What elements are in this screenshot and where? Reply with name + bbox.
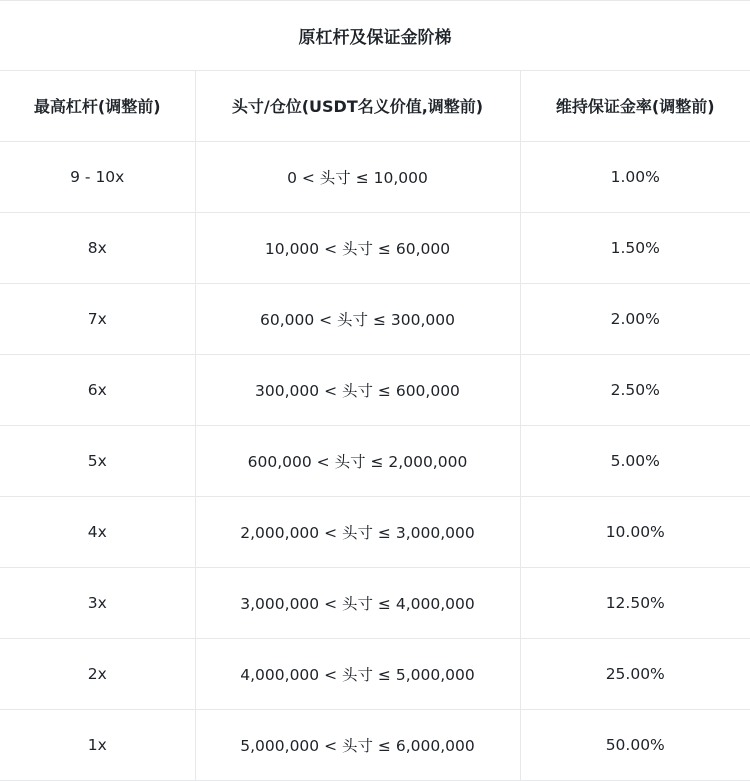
cell-max-leverage: 4x [0,496,195,567]
cell-maintenance-margin-rate: 5.00% [520,425,750,496]
cell-max-leverage: 9 - 10x [0,141,195,212]
table-row [0,638,750,709]
cell-maintenance-margin-rate: 25.00% [520,638,750,709]
cell-position-range: 0 < 头寸 ≤ 10,000 [195,141,520,212]
column-header-maintenance-margin-rate: 维持保证金率(调整前) [520,70,750,141]
table-row [0,496,750,567]
table-row [0,212,750,283]
table-title-row [0,1,750,70]
table-title: 原杠杆及保证金阶梯 [0,1,750,70]
cell-maintenance-margin-rate: 10.00% [520,496,750,567]
table-row [0,425,750,496]
cell-position-range: 3,000,000 < 头寸 ≤ 4,000,000 [195,567,520,638]
cell-max-leverage: 1x [0,709,195,780]
cell-position-range: 5,000,000 < 头寸 ≤ 6,000,000 [195,709,520,780]
column-header-position-notional: 头寸/仓位(USDT名义价值,调整前) [195,70,520,141]
cell-max-leverage: 3x [0,567,195,638]
cell-maintenance-margin-rate: 2.50% [520,354,750,425]
cell-maintenance-margin-rate: 1.00% [520,141,750,212]
cell-max-leverage: 5x [0,425,195,496]
cell-position-range: 10,000 < 头寸 ≤ 60,000 [195,212,520,283]
cell-maintenance-margin-rate: 12.50% [520,567,750,638]
column-header-max-leverage: 最高杠杆(调整前) [0,70,195,141]
leverage-margin-table [0,1,750,781]
table-row [0,141,750,212]
cell-position-range: 4,000,000 < 头寸 ≤ 5,000,000 [195,638,520,709]
table-row [0,354,750,425]
cell-position-range: 60,000 < 头寸 ≤ 300,000 [195,283,520,354]
table-row [0,709,750,780]
cell-max-leverage: 8x [0,212,195,283]
table-header-row [0,70,750,141]
cell-maintenance-margin-rate: 50.00% [520,709,750,780]
cell-max-leverage: 7x [0,283,195,354]
cell-max-leverage: 6x [0,354,195,425]
cell-position-range: 600,000 < 头寸 ≤ 2,000,000 [195,425,520,496]
cell-maintenance-margin-rate: 2.00% [520,283,750,354]
cell-max-leverage: 2x [0,638,195,709]
cell-maintenance-margin-rate: 1.50% [520,212,750,283]
cell-position-range: 300,000 < 头寸 ≤ 600,000 [195,354,520,425]
cell-position-range: 2,000,000 < 头寸 ≤ 3,000,000 [195,496,520,567]
table-row [0,567,750,638]
table-row [0,283,750,354]
